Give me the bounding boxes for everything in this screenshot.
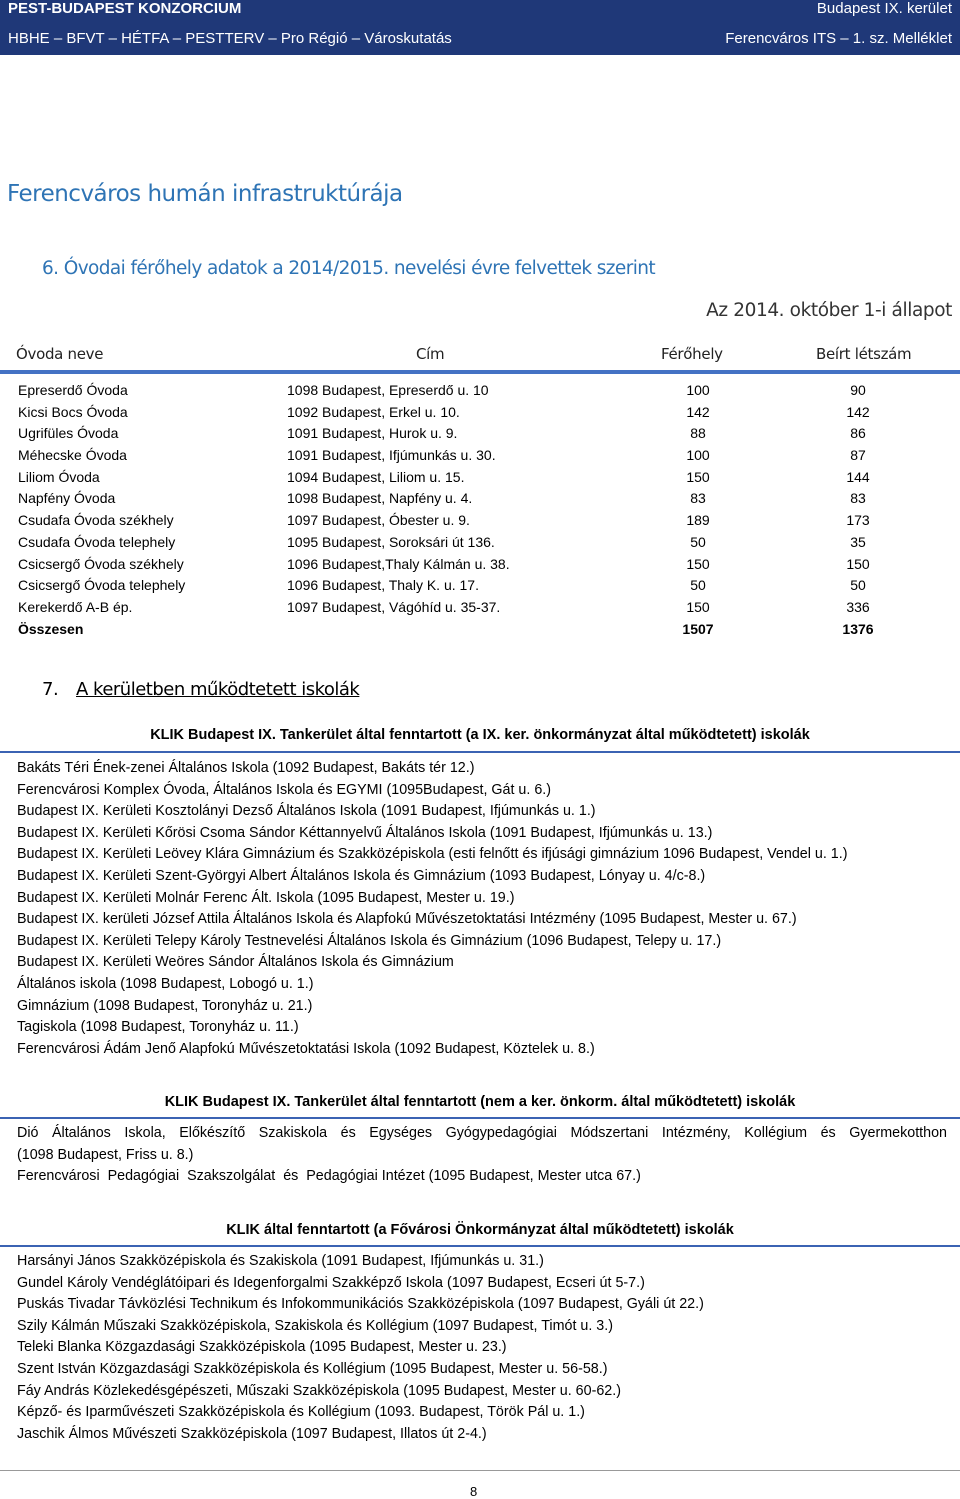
school-group-3-list [17,1253,947,1447]
kindergarten-name: Napfény Óvoda [18,490,116,507]
kindergarten-enrolled: 142 [846,403,870,420]
table-row [18,380,938,402]
kindergarten-address: 1096 Budapest, Thaly K. u. 17. [287,577,479,594]
group-1-rule [0,751,960,753]
kindergarten-name: Ugrifüles Óvoda [18,425,119,442]
kindergarten-capacity: 100 [686,447,710,464]
kindergarten-address: 1092 Budapest, Erkel u. 10. [287,403,460,420]
consortium-name: PEST-BUDAPEST KONZORCIUM [8,0,242,17]
total-label: Összesen [18,620,84,637]
kindergarten-enrolled: 336 [846,598,870,615]
page-number: 8 [470,1484,478,1499]
list-item: Budapest IX. Kerületi Leövey Klára Gimnázium és Szakközépiskola (esti felnőtt és ifjúsági gimnázium 1096 Budapest, Vendel u. 1.) [17,846,848,863]
list-item: Bakáts Téri Ének-zenei Általános Iskola (1092 Budapest, Bakáts tér 12.) [17,760,475,776]
list-item: Budapest IX. Kerületi Kőrösi Csoma Sándor Kéttannyelvű Általános Iskola (1091 Budapest, Ifjúmunkás u. 13.) [17,824,713,841]
document-header [0,0,960,55]
kindergarten-capacity: 189 [686,512,710,529]
kindergarten-name: Epreserdő Óvoda [18,382,128,398]
list-item: Budapest IX. Kerületi Szent-Györgyi Albert Általános Iskola és Gimnázium (1093 Budapest, Lónyay u. 4/c-8.) [17,867,706,884]
section-6-title: 6. Óvodai férőhely adatok a 2014/2015. nevelési évre felvettek szerint [42,258,656,279]
kindergarten-capacity: 150 [686,468,710,485]
column-header-address: Cím [416,345,445,363]
list-item: Budapest IX. Kerületi Weöres Sándor Általános Iskola és Gimnázium [17,954,454,971]
list-item: Szily Kálmán Műszaki Szakközépiskola, Szakiskola és Kollégium (1097 Budapest, Timót u. 3.) [17,1317,613,1334]
kindergarten-address: 1098 Budapest, Epreserdő u. 10 [287,382,489,398]
kindergarten-capacity: 150 [686,555,710,572]
kindergarten-address: 1095 Budapest, Soroksári út 136. [287,533,495,550]
table-row [18,467,938,489]
school-group-2-list [17,1125,947,1190]
kindergarten-enrolled: 173 [846,512,870,529]
table-row [18,597,938,619]
school-group-1-list [17,760,947,1062]
total-enrolled: 1376 [842,620,874,637]
kindergarten-address: 1094 Budapest, Liliom u. 15. [287,468,465,485]
table-row [18,488,938,510]
footer-rule [0,1470,960,1471]
list-item: Jaschik Álmos Művészeti Szakközépiskola (1097 Budapest, Illatos út 2-4.) [17,1425,487,1442]
kindergarten-name: Kerekerdő A-B ép. [18,598,133,615]
column-header-enrolled: Beírt létszám [816,345,912,363]
table-row [18,575,938,597]
table-header [16,345,952,367]
kindergarten-enrolled: 35 [850,533,866,550]
table-row [18,423,938,445]
district-name: Budapest IX. kerület [816,0,952,17]
kindergarten-name: Csudafa Óvoda telephely [18,533,176,550]
list-item: Budapest IX. kerületi József Attila Általános Iskola és Alapfokú Művészetoktatási Intézmény (1095 Budapest, Mester u. 67.) [17,911,797,928]
list-item: Budapest IX. Kerületi Telepy Károly Testnevelési Általános Iskola és Gimnázium (1096 Budapest, Telepy u. 17.) [17,932,722,949]
school-group-1-title: KLIK Budapest IX. Tankerület által fenntartott (a IX. ker. önkormányzat által működtetett) iskolák [150,727,810,743]
school-group-2-title: KLIK Budapest IX. Tankerület által fenntartott (nem a ker. önkorm. által működtetett) iskolák [164,1094,796,1110]
kindergarten-name: Liliom Óvoda [18,468,100,485]
table-row [18,445,938,467]
table-row [18,510,938,532]
section-7-title [42,679,359,700]
kindergarten-enrolled: 50 [850,577,866,594]
kindergarten-capacity: 150 [686,598,710,615]
kindergarten-name: Csicsergő Óvoda székhely [18,555,184,572]
annex-label: Ferencváros ITS – 1. sz. Melléklet [725,30,952,47]
kindergarten-address: 1098 Budapest, Napfény u. 4. [287,490,473,507]
school-group-3-title: KLIK által fenntartott (a Fővárosi Önkormányzat által működtetett) iskolák [226,1222,734,1238]
kindergarten-enrolled: 86 [850,425,866,442]
kindergarten-table [18,380,938,640]
list-item: Teleki Blanka Közgazdasági Szakközépiskola (1095 Budapest, Mester u. 23.) [17,1339,507,1356]
list-item: Harsányi János Szakközépiskola és Szakiskola (1091 Budapest, Ifjúmunkás u. 31.) [17,1253,544,1269]
kindergarten-enrolled: 150 [846,555,870,572]
list-item: Ferencvárosi Pedagógiai Szakszolgálat és Pedagógiai Intézet (1095 Budapest, Mester utca 67.) [17,1168,641,1185]
group-2-rule [0,1117,960,1119]
list-item: Gundel Károly Vendéglátóipari és Idegenforgalmi Szakképző Iskola (1097 Budapest, Ecseri út 5-7.) [17,1274,645,1291]
kindergarten-capacity: 88 [690,425,706,442]
total-capacity: 1507 [682,620,714,637]
kindergarten-address: 1097 Budapest, Óbester u. 9. [287,512,470,529]
kindergarten-name: Méhecske Óvoda [18,447,127,464]
list-item: Gimnázium (1098 Budapest, Toronyház u. 21.) [17,997,313,1014]
list-item: Ferencvárosi Komplex Óvoda, Általános Iskola és EGYMI (1095Budapest, Gát u. 6.) [17,781,552,798]
list-item: Ferencvárosi Ádám Jenő Alapfokú Művészetoktatási Iskola (1092 Budapest, Köztelek u. 8.) [17,1040,595,1057]
partners-list: HBHE – BFVT – HÉTFA – PESTTERV – Pro Régió – Városkutatás [8,30,452,47]
list-item-continuation: (1098 Budapest, Friss u. 8.) [17,1146,194,1163]
list-item: Puskás Tivadar Távközlési Technikum és Infokommunikációs Szakközépiskola (1097 Budapest, Gyáli út 22.) [17,1296,704,1313]
state-date: Az 2014. október 1-i állapot [706,300,952,321]
list-item: Tagiskola (1098 Budapest, Toronyház u. 11.) [17,1019,299,1036]
column-header-capacity: Férőhely [661,345,723,363]
page-title: Ferencváros humán infrastruktúrája [7,181,403,207]
table-header-rule [0,370,960,374]
kindergarten-address: 1091 Budapest, Ifjúmunkás u. 30. [287,447,496,464]
kindergarten-address: 1097 Budapest, Vágóhíd u. 35-37. [287,598,501,615]
list-item: Szent István Közgazdasági Szakközépiskola és Kollégium (1095 Budapest, Mester u. 56-58.) [17,1360,608,1377]
kindergarten-capacity: 100 [686,382,710,398]
kindergarten-address: 1096 Budapest,Thaly Kálmán u. 38. [287,555,510,572]
kindergarten-enrolled: 144 [846,468,870,485]
list-item: Általános iskola (1098 Budapest, Lobogó u. 1.) [17,975,314,992]
list-item: Fáy András Közlekedésgépészeti, Műszaki Szakközépiskola (1095 Budapest, Mester u. 60-62.) [17,1382,621,1399]
kindergarten-enrolled: 87 [850,447,866,464]
section-7-number: 7. [42,679,59,700]
column-header-name: Óvoda neve [16,345,104,363]
group-3-rule [0,1245,960,1247]
kindergarten-capacity: 50 [690,533,706,550]
list-item: Budapest IX. Kerületi Kosztolányi Dezső Általános Iskola (1091 Budapest, Ifjúmunkás u. 1.) [17,803,596,820]
list-item: Dió Általános Iskola, Előkészítő Szakiskola és Egységes Gyógypedagógiai Módszertani Intézmény, Kollégium és Gyermekotthon [17,1125,947,1141]
list-item: Képző- és Iparművészeti Szakközépiskola és Kollégium (1093. Budapest, Török Pál u. 1.) [17,1404,585,1421]
kindergarten-capacity: 50 [690,577,706,594]
table-row [18,554,938,576]
kindergarten-name: Csudafa Óvoda székhely [18,512,174,529]
section-7-heading-text: A kerületben működtetett iskolák [76,679,360,700]
kindergarten-capacity: 83 [690,490,706,507]
table-total-row [18,619,938,641]
kindergarten-address: 1091 Budapest, Hurok u. 9. [287,425,458,442]
kindergarten-enrolled: 83 [850,490,866,507]
table-row [18,402,938,424]
table-row [18,532,938,554]
kindergarten-name: Kicsi Bocs Óvoda [18,403,128,420]
kindergarten-capacity: 142 [686,403,710,420]
kindergarten-name: Csicsergő Óvoda telephely [18,577,186,594]
list-item: Budapest IX. Kerületi Molnár Ferenc Ált. Iskola (1095 Budapest, Mester u. 19.) [17,889,515,906]
kindergarten-enrolled: 90 [850,382,866,398]
